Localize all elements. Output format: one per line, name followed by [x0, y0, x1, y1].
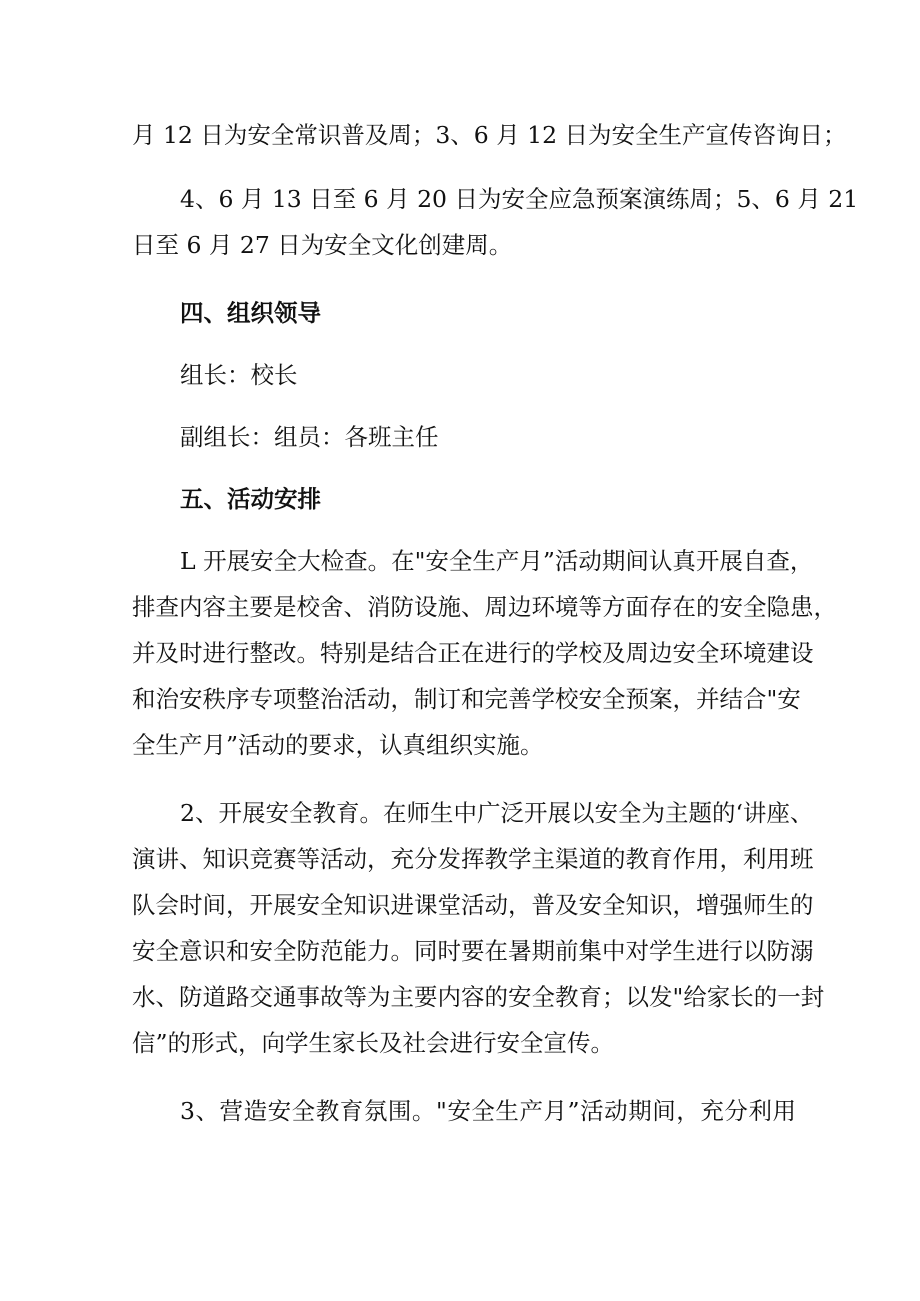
paragraph-schedule-weeks [132, 176, 859, 268]
text-line: 3、营造安全教育氛围。"安全生产月”活动期间，充分利用 [180, 1097, 796, 1125]
activity-item-2 [132, 790, 825, 1066]
text-line: 队会时间，开展安全知识进课堂活动，普及安全知识，增强师生的 [132, 891, 814, 919]
text-line: 信”的形式，向学生家长及社会进行安全宣传。 [132, 1029, 615, 1057]
text-line: 4、6 月 13 日至 6 月 20 日为安全应急预案演练周；5、6 月 21 [180, 185, 859, 213]
text-line: 日至 6 月 27 日为安全文化创建周。 [132, 231, 513, 259]
text-line: 2、开展安全教育。在师生中广泛开展以安全为主题的‘讲座、 [180, 799, 814, 827]
activity-item-1 [132, 538, 837, 768]
group-leader-line: 组长：校长 [180, 361, 298, 389]
activity-item-3 [132, 1088, 796, 1134]
text-line: 水、防道路交通事故等为主要内容的安全教育；以发"给家长的一封 [132, 983, 825, 1011]
text-line: L 开展安全大检查。在"安全生产月”活动期间认真开展自查， [180, 547, 814, 575]
deputy-leader-line: 副组长：组员：各班主任 [180, 423, 439, 451]
text-line: 和治安秩序专项整治活动，制订和完善学校安全预案，并结合"安 [132, 685, 801, 713]
text-line: 月 12 日为安全常识普及周；3、6 月 12 日为安全生产宣传咨询日； [132, 121, 847, 149]
section-heading-activities: 五、活动安排 [180, 485, 321, 513]
paragraph-schedule-continued [132, 112, 847, 158]
text-line: 全生产月”活动的要求，认真组织实施。 [132, 731, 544, 759]
text-line: 安全意识和安全防范能力。同时要在暑期前集中对学生进行以防溺 [132, 937, 814, 965]
text-line: 并及时进行整改。特别是结合正在进行的学校及周边安全环境建设 [132, 639, 814, 667]
text-line: 排查内容主要是校舍、消防设施、周边环境等方面存在的安全隐患， [132, 593, 837, 621]
document-body [132, 112, 859, 1134]
text-line: 演讲、知识竞赛等活动，充分发挥教学主渠道的教育作用，利用班 [132, 845, 814, 873]
section-heading-organization: 四、组织领导 [180, 299, 321, 327]
